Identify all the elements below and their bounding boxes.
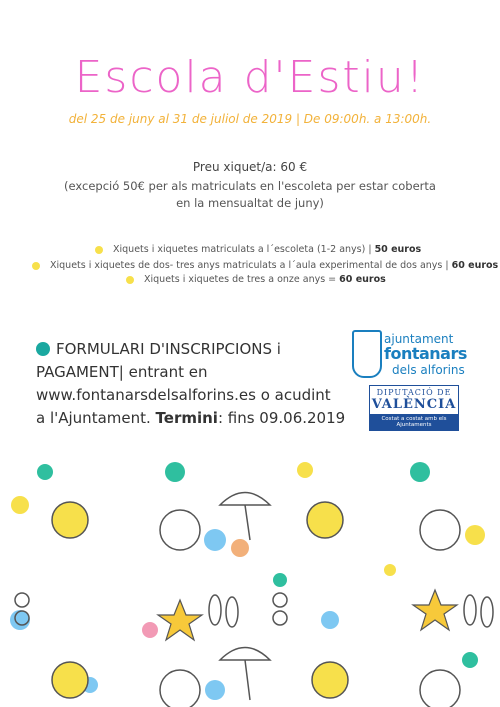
dot-icon	[10, 462, 485, 700]
dates-line: del 25 de juny al 31 de juliol de 2019 | De 09:00h. a 13:00h.	[68, 112, 432, 126]
starfish-icon	[158, 590, 457, 640]
list-item: Xiquets i xiquetes matriculats a l´escoleta (1-2 anys) | 50 euros	[95, 244, 421, 255]
sunglasses-icon	[15, 593, 287, 625]
umbrella-icon	[220, 493, 270, 701]
diputacio-logo: DIPUTACIÓ DE VALÈNCIA Costat a costat amb els Ajuntaments	[369, 385, 459, 431]
shield-icon	[352, 330, 382, 378]
list-item: Xiquets i xiquetes de dos- tres anys matriculats a l´aula experimental de dos anys | 60 euros	[32, 260, 498, 271]
registration-info: FORMULARI D'INSCRIPCIONS i PAGAMENT| entrant en www.fontanarsdelsalforins.es o acudint a l'Ajuntament. Termini: fins 09.06.2019	[36, 340, 346, 427]
flip-flop-icon	[209, 595, 493, 627]
bullet-icon	[32, 262, 40, 270]
summer-pattern	[0, 460, 500, 707]
price-block	[0, 160, 500, 212]
price-exception-2: en la mensualtat de juny)	[176, 196, 324, 210]
page-title: Escola d'Estiu!	[74, 52, 426, 103]
ajuntament-logo: ajuntament fontanars dels alforins	[352, 330, 492, 380]
website-link[interactable]: www.fontanarsdelsalforins.es o acudint	[36, 386, 331, 404]
bullet-icon	[95, 246, 103, 254]
list-item: Xiquets i xiquetes de tres a onze anys = 60 euros	[126, 274, 386, 285]
price-main: Preu xiquet/a: 60 €	[192, 160, 308, 174]
price-exception-1: (excepció 50€ per als matriculats en l'escoleta per estar coberta	[64, 179, 436, 193]
bullet-icon	[126, 276, 134, 284]
circle-icon	[36, 342, 50, 356]
